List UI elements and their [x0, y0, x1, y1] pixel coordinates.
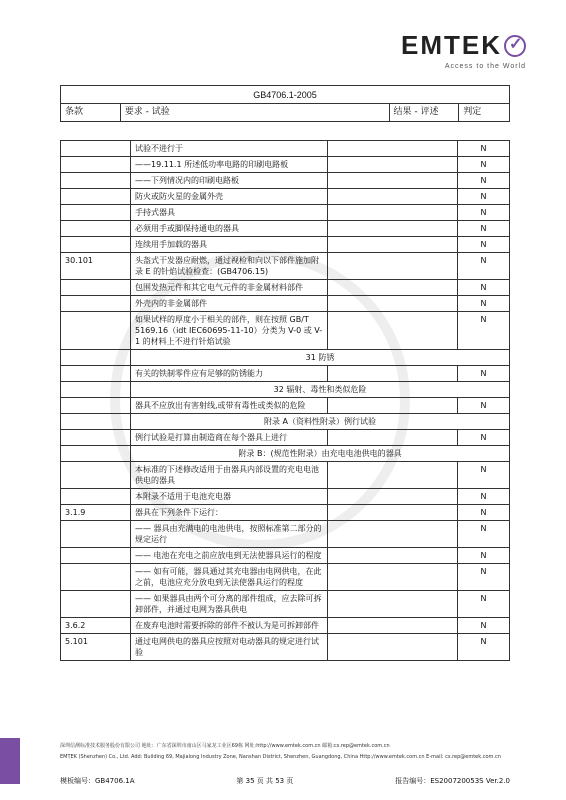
verdict-cell: N — [458, 462, 510, 489]
clause-cell — [61, 430, 131, 446]
clause-cell — [61, 280, 131, 296]
verdict-cell: N — [458, 591, 510, 618]
table-row — [61, 564, 510, 591]
emtek-logo — [386, 30, 526, 70]
footer-meta — [60, 776, 510, 786]
verdict-cell: N — [458, 521, 510, 548]
requirement-cell: 在废弃电池时需要拆除的部件不被认为是可拆卸部件 — [131, 618, 328, 634]
clause-cell — [61, 350, 131, 366]
verdict-cell: N — [458, 505, 510, 521]
table-row — [61, 462, 510, 489]
clause-cell — [61, 564, 131, 591]
clause-cell — [61, 591, 131, 618]
verdict-cell: N — [458, 634, 510, 661]
clause-cell — [61, 237, 131, 253]
verdict-cell: N — [458, 398, 510, 414]
clause-cell — [61, 489, 131, 505]
clause-cell: 5.101 — [61, 634, 131, 661]
result-cell — [328, 618, 458, 634]
clause-cell — [61, 312, 131, 350]
section-title: 附录 B：(规范性附录）由充电电池供电的器具 — [131, 446, 510, 462]
table-row — [61, 253, 510, 280]
table-row — [61, 548, 510, 564]
verdict-cell: N — [458, 237, 510, 253]
logo-text: EMTEK — [401, 30, 502, 60]
table-row — [61, 398, 510, 414]
report-number: 报告编号：ES200720053S Ver.2.0 — [395, 777, 510, 785]
standard-number: GB4706.1-2005 — [61, 86, 509, 104]
requirement-cell: 器具不应放出有害射线,或带有毒性或类似的危险 — [131, 398, 328, 414]
footer-address-cn: 深圳信测标准技术服务股份有限公司 地址：广东省深圳市南山区马家龙工业区69栋 网址:http://www.emtek.com.cn 邮箱:cs.rep@emtek.com.cn — [60, 743, 390, 749]
header-verdict: 判定 — [463, 107, 482, 117]
verdict-cell: N — [458, 173, 510, 189]
table-row — [61, 221, 510, 237]
table-row — [61, 505, 510, 521]
clause-cell — [61, 382, 131, 398]
section-row — [61, 446, 510, 462]
verdict-cell: N — [458, 366, 510, 382]
result-cell — [328, 505, 458, 521]
report-header — [60, 85, 510, 122]
requirement-cell: ——19.11.1 所述低功率电路的印刷电路板 — [131, 157, 328, 173]
verdict-cell: N — [458, 280, 510, 296]
header-clause: 条款 — [61, 104, 121, 121]
table-row — [61, 205, 510, 221]
result-cell — [328, 591, 458, 618]
table-row — [61, 366, 510, 382]
requirement-cell: 头盔式干发器应耐燃，通过视检和向以下部件施加附录 E 的针焰试验检查：(GB4706.15) — [131, 253, 328, 280]
clause-cell — [61, 296, 131, 312]
requirement-cell: —— 器具由充满电的电池供电，按照标准第二部分的规定运行 — [131, 521, 328, 548]
table-row — [61, 521, 510, 548]
clause-cell — [61, 221, 131, 237]
result-cell — [328, 157, 458, 173]
result-cell — [328, 430, 458, 446]
requirements-table — [60, 140, 510, 661]
table-row — [61, 634, 510, 661]
requirement-cell: ——下列情况内的印刷电路板 — [131, 173, 328, 189]
section-row — [61, 382, 510, 398]
header-requirement: 要求 - 试验 — [121, 104, 390, 121]
table-row — [61, 280, 510, 296]
result-cell — [328, 141, 458, 157]
verdict-cell: N — [458, 221, 510, 237]
requirement-cell: 本标准的下述修改适用于由器具内部设置的充电电池供电的器具 — [131, 462, 328, 489]
verdict-cell: N — [458, 141, 510, 157]
template-number: 模板编号：GB4706.1A — [60, 777, 135, 785]
logo-tagline: Access to the World — [444, 63, 526, 70]
table-row — [61, 591, 510, 618]
clause-cell — [61, 414, 131, 430]
result-cell — [328, 366, 458, 382]
result-cell — [328, 634, 458, 661]
verdict-cell: N — [458, 430, 510, 446]
requirement-cell: —— 如果器具由两个可分离的部件组成，应去除可拆卸部件，并通过电网为器具供电 — [131, 591, 328, 618]
verdict-cell: N — [458, 296, 510, 312]
result-cell — [328, 237, 458, 253]
clause-cell — [61, 462, 131, 489]
result-cell — [328, 205, 458, 221]
requirement-cell: 有关的铁制零件应有足够的防锈能力 — [131, 366, 328, 382]
clause-cell — [61, 398, 131, 414]
clause-cell: 30.101 — [61, 253, 131, 280]
result-cell — [328, 462, 458, 489]
verdict-cell: N — [458, 157, 510, 173]
result-cell — [328, 521, 458, 548]
clause-cell — [61, 157, 131, 173]
requirement-cell: 器具在下列条件下运行： — [131, 505, 328, 521]
result-cell — [328, 173, 458, 189]
table-row — [61, 237, 510, 253]
table-row — [61, 312, 510, 350]
verdict-cell: N — [458, 205, 510, 221]
requirement-cell: 如果试样的厚度小于相关的部件，则在按照 GB/T 5169.16（idt IEC60695-11-10）分类为 V-0 或 V-1 的材料上不进行针焰试验 — [131, 312, 328, 350]
table-row — [61, 489, 510, 505]
clause-cell — [61, 141, 131, 157]
table-row — [61, 430, 510, 446]
requirement-cell: 外壳内的非金属部件 — [131, 296, 328, 312]
header-result: 结果 - 评述 — [390, 104, 460, 121]
table-row — [61, 189, 510, 205]
clause-cell — [61, 205, 131, 221]
requirement-cell: 试验不进行于 — [131, 141, 328, 157]
section-row — [61, 414, 510, 430]
result-cell — [328, 189, 458, 205]
verdict-cell: N — [458, 564, 510, 591]
section-row — [61, 350, 510, 366]
clause-cell — [61, 366, 131, 382]
checkmark-circle-icon — [504, 35, 526, 57]
result-cell — [328, 312, 458, 350]
verdict-cell: N — [458, 489, 510, 505]
clause-cell — [61, 173, 131, 189]
column-headers — [61, 104, 509, 121]
requirement-cell: 手持式器具 — [131, 205, 328, 221]
requirement-cell: 连续用手加载的器具 — [131, 237, 328, 253]
requirement-cell: 例行试验是打算由制造商在每个器具上进行 — [131, 430, 328, 446]
requirement-cell: 必须用手或脚保持通电的器具 — [131, 221, 328, 237]
verdict-cell: N — [458, 312, 510, 350]
section-title: 31 防锈 — [131, 350, 510, 366]
clause-cell — [61, 521, 131, 548]
table-row — [61, 618, 510, 634]
footer-address-en: EMTEK (Shenzhen) Co., Ltd. Add: Building 69, Majialong Industry Zone, Nanshan District, Shenzhen, Guangdong, China Http://www.emtek.com.cn E-mail: cs.rep@emtek.com.cn — [60, 754, 501, 760]
footer-accent-bar — [0, 738, 20, 784]
requirement-cell: —— 电池在充电之前应放电到无法使器具运行的程度 — [131, 548, 328, 564]
section-title: 32 辐射、毒性和类似危险 — [131, 382, 510, 398]
result-cell — [328, 398, 458, 414]
result-cell — [328, 253, 458, 280]
table-row — [61, 157, 510, 173]
requirement-cell: 通过电网供电的器具应按照对电动器具的规定进行试验 — [131, 634, 328, 661]
clause-cell — [61, 189, 131, 205]
requirement-cell: 防火或防火星的金属外壳 — [131, 189, 328, 205]
table-row — [61, 296, 510, 312]
verdict-cell: N — [458, 189, 510, 205]
result-cell — [328, 221, 458, 237]
clause-cell — [61, 548, 131, 564]
requirement-cell: 本附录不适用于电池充电器 — [131, 489, 328, 505]
result-cell — [328, 280, 458, 296]
requirement-cell: 包围发热元件和其它电气元件的非金属材料部件 — [131, 280, 328, 296]
requirement-cell: —— 如有可能，器具通过其充电器由电网供电，在此之前，电池应充分放电到无法使器具运行的程度 — [131, 564, 328, 591]
result-cell — [328, 489, 458, 505]
result-cell — [328, 296, 458, 312]
clause-cell: 3.1.9 — [61, 505, 131, 521]
page-number: 第 35 页 共 53 页 — [236, 777, 294, 785]
table-row — [61, 173, 510, 189]
clause-cell — [61, 446, 131, 462]
verdict-cell: N — [458, 548, 510, 564]
result-cell — [328, 564, 458, 591]
verdict-cell: N — [458, 253, 510, 280]
result-cell — [328, 548, 458, 564]
verdict-cell: N — [458, 618, 510, 634]
table-row — [61, 141, 510, 157]
clause-cell: 3.6.2 — [61, 618, 131, 634]
section-title: 附录 A（资料性附录）例行试验 — [131, 414, 510, 430]
